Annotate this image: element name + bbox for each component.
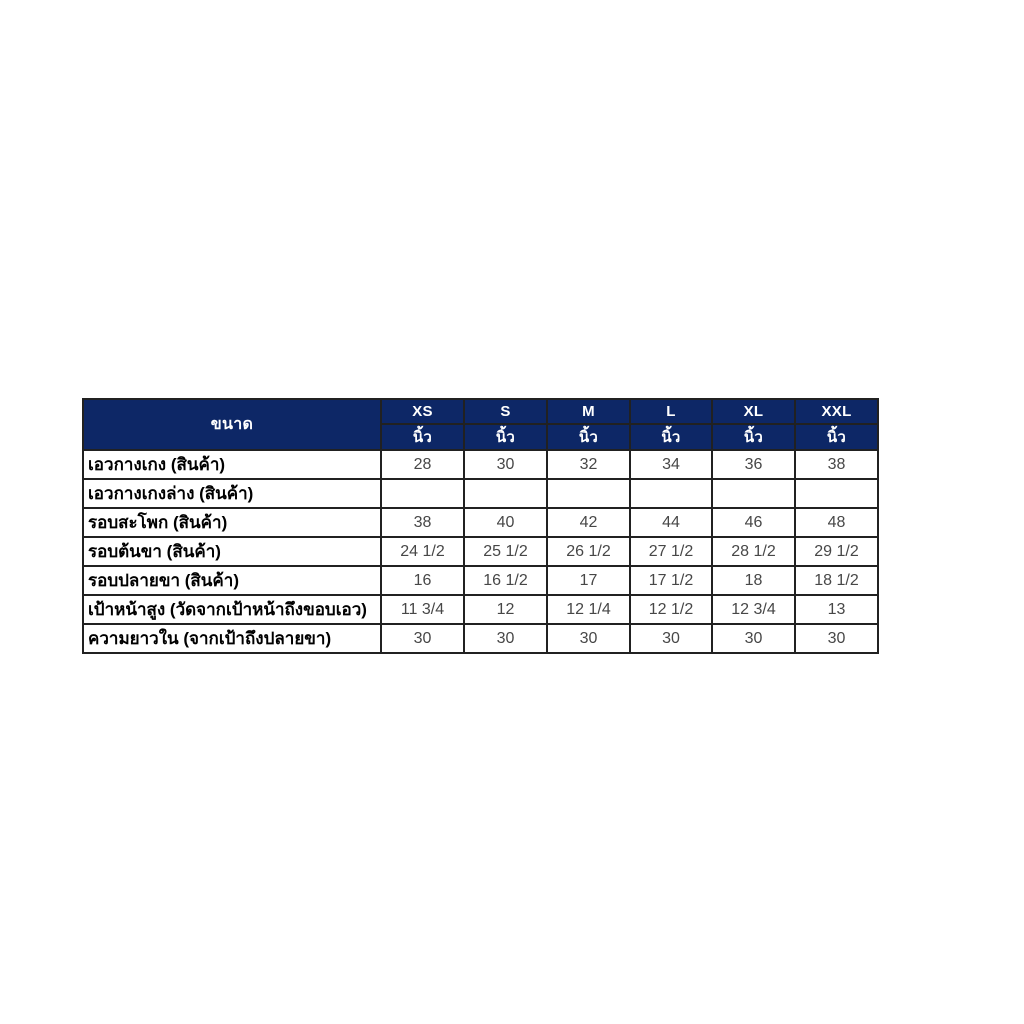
value-cell: 30 (464, 450, 547, 479)
col-header-m: M (547, 399, 630, 424)
value-cell: 27 1/2 (630, 537, 712, 566)
value-cell: 24 1/2 (381, 537, 464, 566)
unit-header-s: นิ้ว (464, 424, 547, 450)
row-label: เอวกางเกง (สินค้า) (83, 450, 381, 479)
unit-header-m: นิ้ว (547, 424, 630, 450)
value-cell: 40 (464, 508, 547, 537)
value-cell (630, 479, 712, 508)
unit-header-xxl: นิ้ว (795, 424, 878, 450)
value-cell: 25 1/2 (464, 537, 547, 566)
value-cell: 30 (464, 624, 547, 653)
col-header-l: L (630, 399, 712, 424)
value-cell: 42 (547, 508, 630, 537)
col-header-xl: XL (712, 399, 795, 424)
value-cell: 12 1/2 (630, 595, 712, 624)
row-label: เป้าหน้าสูง (วัดจากเป้าหน้าถึงขอบเอว) (83, 595, 381, 624)
value-cell: 11 3/4 (381, 595, 464, 624)
value-cell (464, 479, 547, 508)
col-header-xxl: XXL (795, 399, 878, 424)
unit-header-xs: นิ้ว (381, 424, 464, 450)
table-row-thigh (83, 537, 878, 566)
row-label: เอวกางเกงล่าง (สินค้า) (83, 479, 381, 508)
value-cell: 28 (381, 450, 464, 479)
value-cell: 30 (630, 624, 712, 653)
value-cell: 18 1/2 (795, 566, 878, 595)
value-cell (381, 479, 464, 508)
corner-header-size: ขนาด (83, 399, 381, 450)
col-header-xs: XS (381, 399, 464, 424)
table-row-inseam (83, 624, 878, 653)
row-label: รอบต้นขา (สินค้า) (83, 537, 381, 566)
value-cell: 12 3/4 (712, 595, 795, 624)
unit-header-xl: นิ้ว (712, 424, 795, 450)
value-cell: 34 (630, 450, 712, 479)
value-cell: 32 (547, 450, 630, 479)
value-cell: 30 (381, 624, 464, 653)
value-cell: 16 (381, 566, 464, 595)
size-chart-table (82, 398, 879, 654)
value-cell: 46 (712, 508, 795, 537)
value-cell: 12 1/4 (547, 595, 630, 624)
value-cell (547, 479, 630, 508)
value-cell: 13 (795, 595, 878, 624)
unit-header-l: นิ้ว (630, 424, 712, 450)
value-cell (712, 479, 795, 508)
table-row-leg-opening (83, 566, 878, 595)
value-cell: 38 (381, 508, 464, 537)
table-row-low-waist (83, 479, 878, 508)
size-chart-header (83, 399, 878, 450)
row-label: รอบปลายขา (สินค้า) (83, 566, 381, 595)
table-row-hip (83, 508, 878, 537)
value-cell: 29 1/2 (795, 537, 878, 566)
value-cell: 48 (795, 508, 878, 537)
value-cell: 26 1/2 (547, 537, 630, 566)
value-cell: 17 (547, 566, 630, 595)
value-cell: 38 (795, 450, 878, 479)
table-row-front-rise (83, 595, 878, 624)
value-cell: 30 (712, 624, 795, 653)
table-row-waist (83, 450, 878, 479)
row-label: ความยาวใน (จากเป้าถึงปลายขา) (83, 624, 381, 653)
value-cell: 30 (547, 624, 630, 653)
value-cell: 36 (712, 450, 795, 479)
value-cell (795, 479, 878, 508)
size-chart-body (83, 450, 878, 653)
value-cell: 12 (464, 595, 547, 624)
value-cell: 30 (795, 624, 878, 653)
row-label: รอบสะโพก (สินค้า) (83, 508, 381, 537)
value-cell: 16 1/2 (464, 566, 547, 595)
col-header-s: S (464, 399, 547, 424)
value-cell: 17 1/2 (630, 566, 712, 595)
value-cell: 18 (712, 566, 795, 595)
header-row-sizes (83, 399, 878, 424)
value-cell: 28 1/2 (712, 537, 795, 566)
value-cell: 44 (630, 508, 712, 537)
